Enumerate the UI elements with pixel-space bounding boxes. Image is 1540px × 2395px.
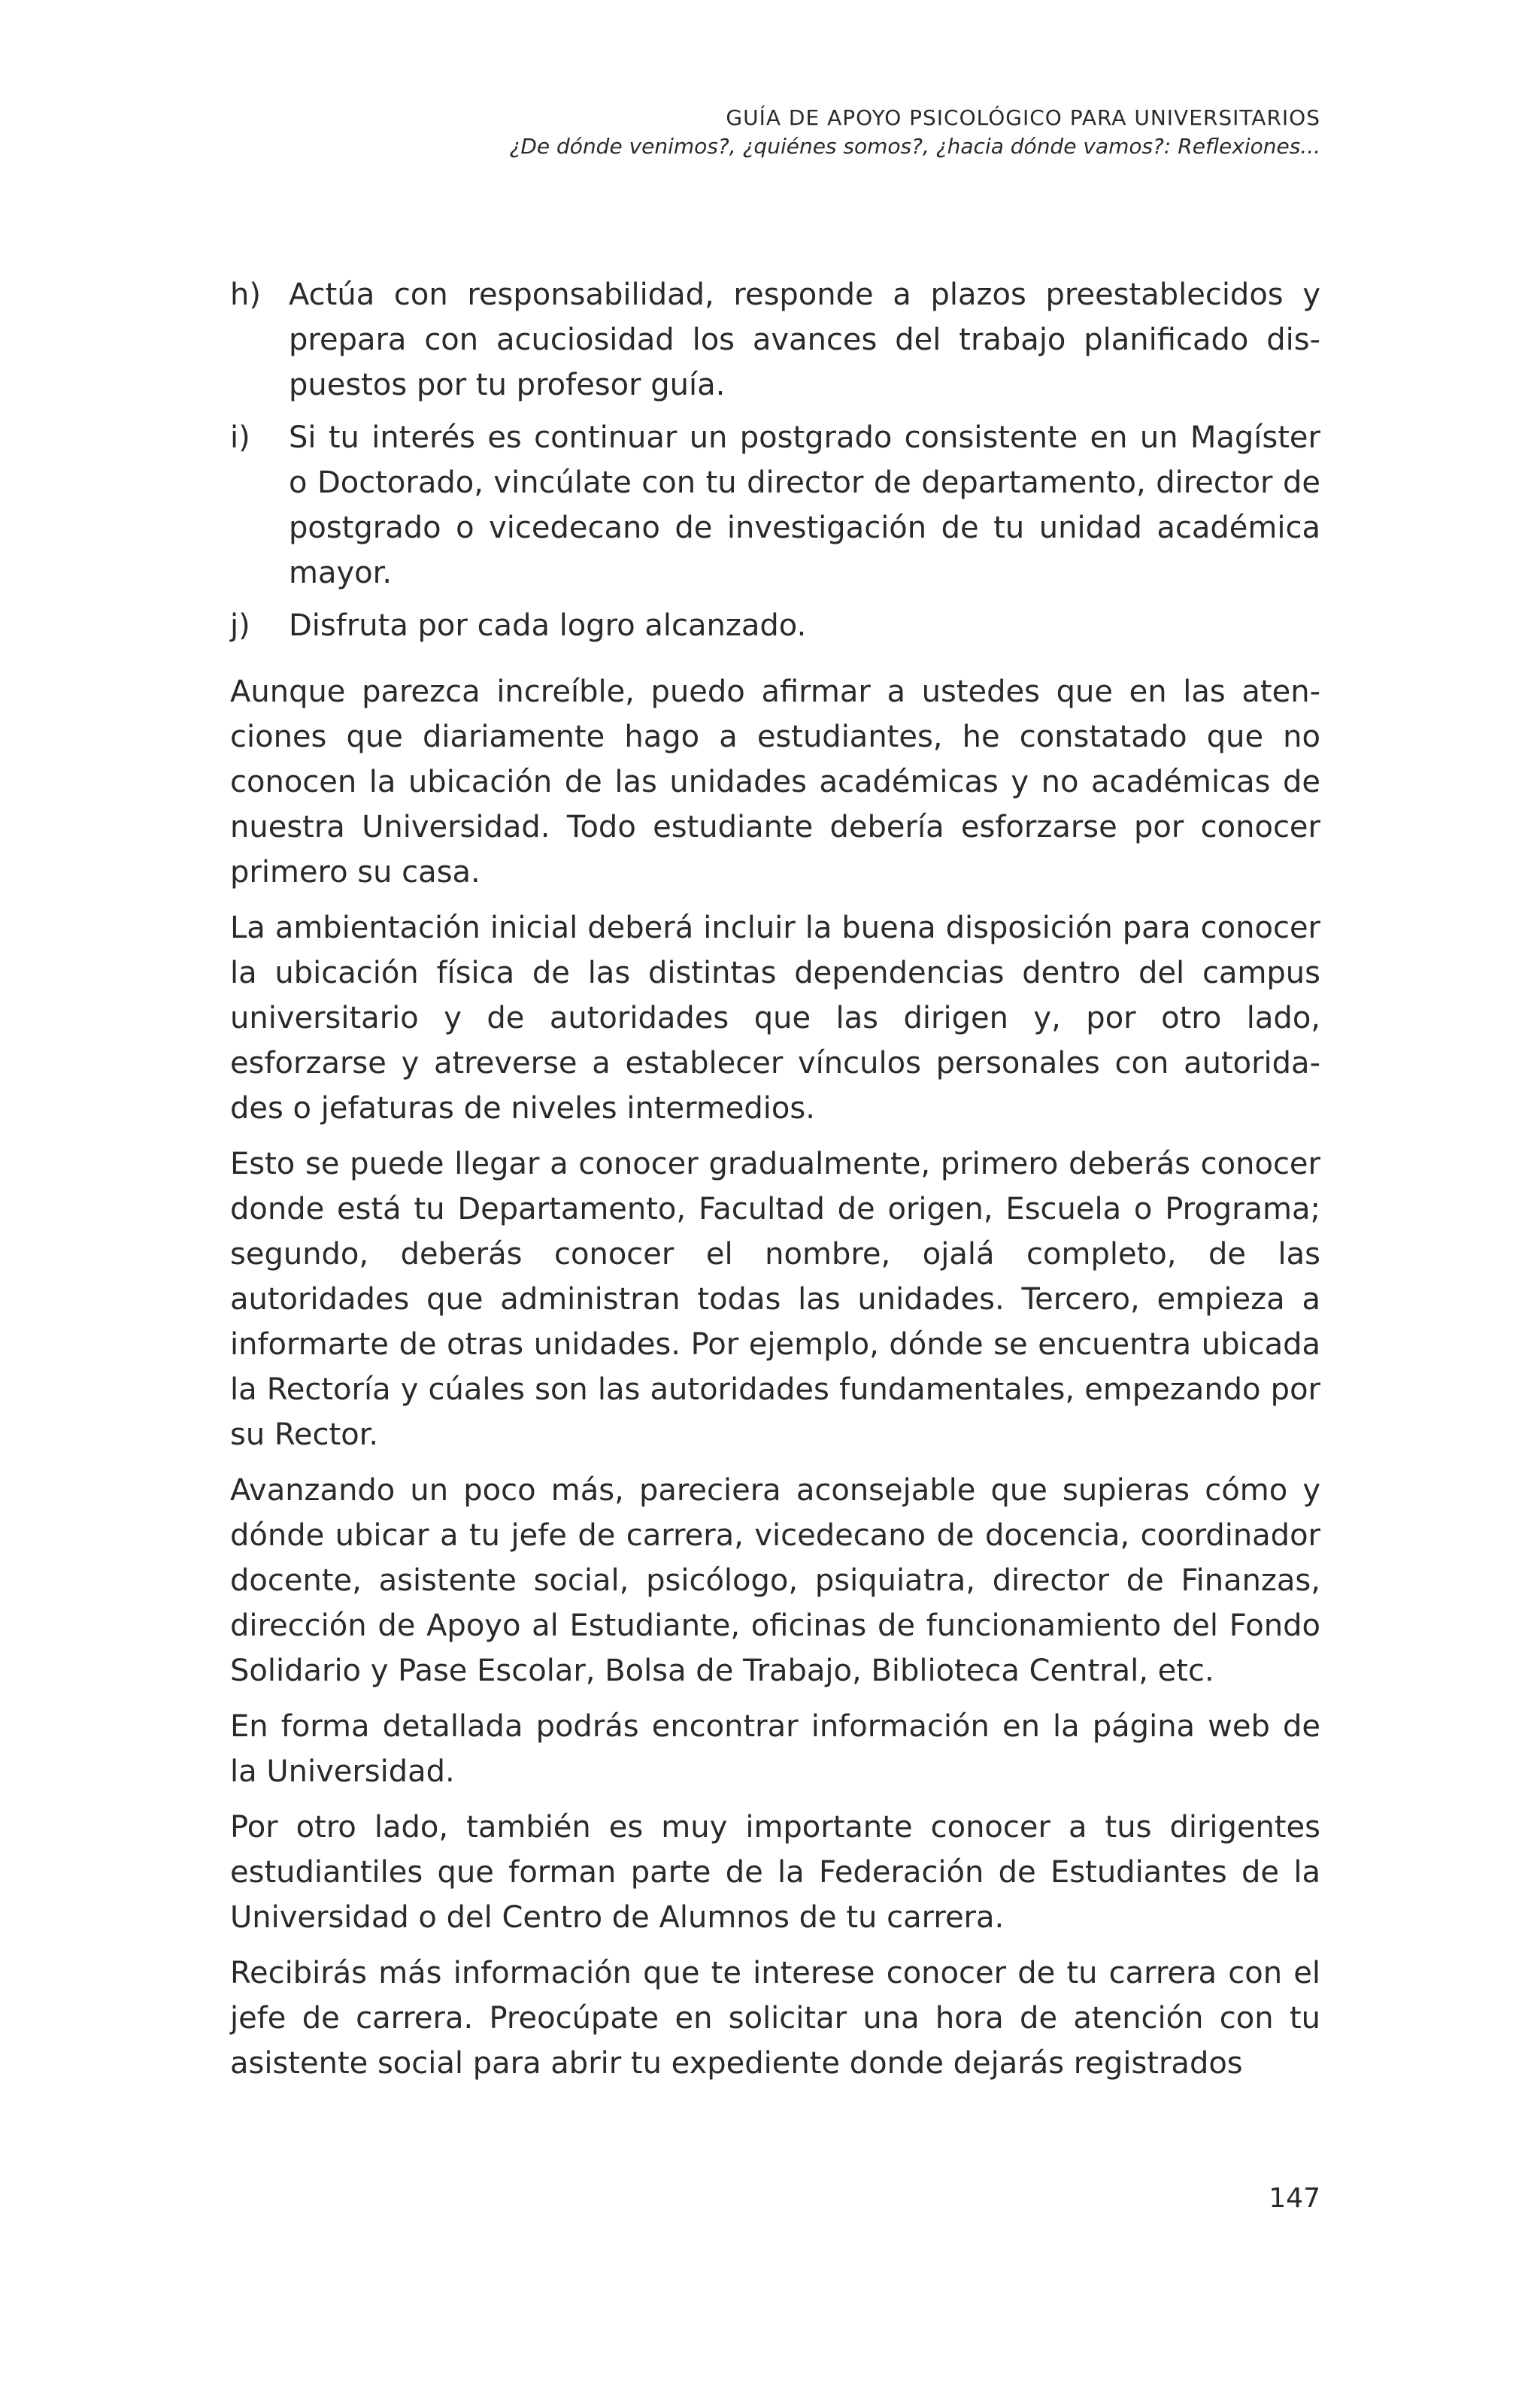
running-header — [343, 104, 1320, 161]
list-item — [230, 415, 1320, 596]
list-marker: j) — [230, 608, 250, 643]
body-paragraph: La ambientación inicial deberá incluir la buena disposición para conocer la ubicación física de las distintas dependencias dentro del campus universitario y de autoridades que las dirigen y, por otro lado, esforzarse y atreverse a establecer vínculos personales con autoridades o jefaturas de niveles intermedios. — [230, 911, 1320, 1126]
page-body — [230, 272, 1320, 2096]
body-paragraph: Avanzando un poco más, pareciera aconsejable que supieras cómo y dónde ubicar a tu jefe de carrera, vicedecano de docencia, coordinador docente, asistente social, psicólogo, psiquiatra, director de Finanzas, dirección de Apoyo al Estudiante, oficinas de funcionamiento del Fondo Solidario y Pase Escolar, Bolsa de Trabajo, Biblioteca Central, etc. — [230, 1473, 1320, 1688]
list-item — [230, 603, 1320, 648]
list-item-text: Disfruta por cada logro alcanzado. — [289, 608, 807, 643]
list-item — [230, 272, 1320, 408]
list-item-text: Si tu interés es continuar un postgrado consistente en un Magíster o Doctorado, vincúlate con tu director de departamento, director de postgrado o vicedecano de investigación de tu unidad académica mayor. — [289, 420, 1320, 590]
list-item-text: Actúa con responsabilidad, responde a plazos preestablecidos y prepara con acuciosidad los avances del trabajo planificado dispuestos por tu profesor guía. — [289, 277, 1320, 402]
body-paragraph: Esto se puede llegar a conocer gradualmente, primero deberás conocer donde está tu Departamento, Facultad de origen, Escuela o Programa; segundo, deberás conocer el nombre, ojalá completo, de las autoridades que administran todas las unidades. Tercero, empieza a informarte de otras unidades. Por ejemplo, dónde se encuentra ubicada la Rectoría y cúales son las autoridades fundamentales, empezando por su Rector. — [230, 1147, 1320, 1452]
body-paragraph: Aunque parezca increíble, puedo afirmar a ustedes que en las atenciones que diariamente hago a estudiantes, he constatado que no conocen la ubicación de las unidades académicas y no académicas de nuestra Universidad. Todo estudiante debería esforzarse por conocer primero su casa. — [230, 675, 1320, 890]
body-paragraph: Recibirás más información que te interese conocer de tu carrera con el jefe de carrera. Preocúpate en solicitar una hora de atención con tu asistente social para abrir tu expediente donde dejarás registrados — [230, 1956, 1320, 2081]
book-subtitle: ¿De dónde venimos?, ¿quiénes somos?, ¿hacia dónde vamos?: Reflexiones... — [509, 134, 1320, 159]
book-title: GUÍA DE APOYO PSICOLÓGICO PARA UNIVERSITARIOS — [726, 105, 1320, 130]
body-paragraph: Por otro lado, también es muy importante conocer a tus dirigentes estudiantiles que forman parte de la Federación de Estudiantes de la Universidad o del Centro de Alumnos de tu carrera. — [230, 1810, 1320, 1935]
list-marker: i) — [230, 420, 250, 455]
page-number: 147 — [1269, 2183, 1320, 2214]
body-paragraph: En forma detallada podrás encontrar información en la página web de la Universidad. — [230, 1709, 1320, 1789]
list-marker: h) — [230, 277, 261, 312]
